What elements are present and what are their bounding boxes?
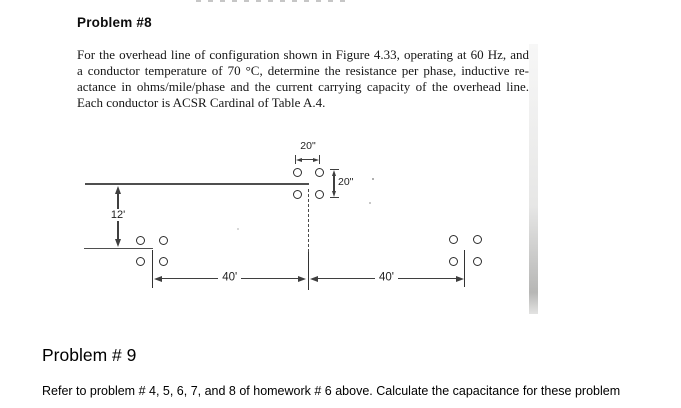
dimension-40ft-right — [310, 272, 464, 285]
paragraph-line: For the overhead line of configuration shown in Figure 4.33, operating at 60 Hz, and — [77, 47, 529, 62]
dimension-40ft-left — [154, 272, 307, 285]
dimension-12ft-label: 12' — [103, 209, 133, 221]
arrow-left-icon — [310, 276, 318, 282]
figure-dashed-centerline — [308, 189, 309, 252]
dimension-tick — [319, 155, 320, 164]
dimension-20in-vertical-label: 20" — [338, 175, 354, 188]
arrow-up-icon — [115, 186, 121, 194]
conductor-circle — [293, 190, 302, 199]
paragraph-line: Each conductor is ACSR Cardinal of Table A.4. — [77, 95, 326, 110]
conductor-circle — [315, 168, 324, 177]
conductor-circle — [159, 236, 168, 245]
dimension-line — [162, 278, 219, 279]
arrow-right-icon — [298, 276, 306, 282]
cropped-text-remnant — [196, 0, 352, 2]
conductor-circle — [473, 235, 482, 244]
dimension-20in-horizontal-label: 20" — [300, 140, 316, 152]
dimension-40ft-left-label: 40' — [222, 271, 238, 284]
figure-upper-reference-line — [85, 183, 309, 185]
conductor-circle — [473, 257, 482, 266]
dimension-line — [302, 159, 313, 160]
dimension-line — [333, 176, 334, 191]
conductor-circle — [449, 235, 458, 244]
conductor-circle — [315, 190, 324, 199]
problem9-heading: Problem # 9 — [42, 345, 137, 365]
conductor-circle — [136, 236, 145, 245]
problem9-body: Refer to problem # 4, 5, 6, 7, and 8 of homework # 6 above. Calculate the capacitance for these problem — [42, 384, 621, 398]
dimension-line — [241, 278, 298, 279]
arrow-left-icon — [154, 276, 162, 282]
dimension-40ft-right-label: 40' — [379, 271, 394, 284]
conductor-circle — [293, 168, 302, 177]
figure-lower-reference-line — [84, 248, 153, 250]
figure-right-tick — [464, 250, 465, 287]
problem8-heading: Problem #8 — [77, 15, 152, 30]
arrow-right-icon — [456, 276, 464, 282]
conductor-circle — [159, 257, 168, 266]
dimension-bottom-bar — [330, 197, 339, 198]
dimension-line — [398, 278, 456, 279]
scan-speck — [372, 178, 374, 180]
conductor-circle — [449, 257, 458, 266]
conductor-circle — [136, 257, 145, 266]
scan-edge-shadow — [529, 44, 538, 314]
dimension-line — [318, 278, 376, 279]
problem8-paragraph — [77, 47, 529, 111]
scan-speck — [369, 202, 371, 204]
scan-speck — [237, 228, 239, 230]
paragraph-line: actance in ohms/mile/phase and the current carrying capacity of the overhead line. — [77, 79, 529, 94]
paragraph-line: a conductor temperature of 70 °C, determine the resistance per phase, inductive re- — [77, 63, 529, 78]
arrow-down-icon — [115, 239, 121, 247]
dimension-20in-horizontal-arrow — [295, 155, 320, 164]
